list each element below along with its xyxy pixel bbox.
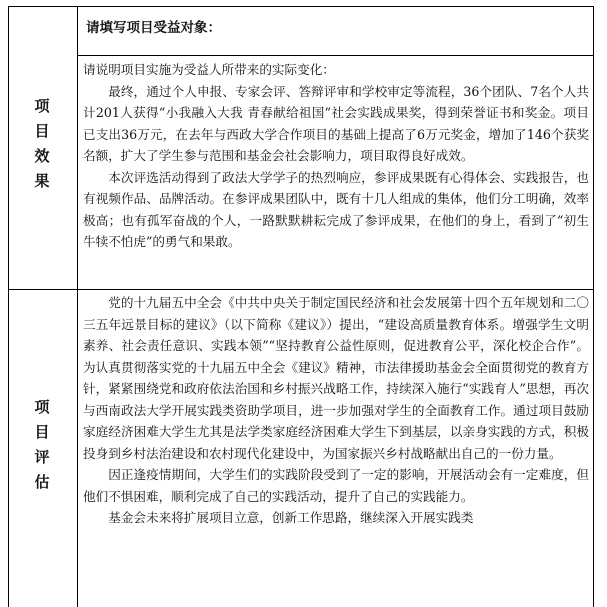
evaluation-content-cell (83, 292, 589, 529)
column-divider (77, 6, 78, 607)
effect-content-cell (83, 59, 589, 253)
evaluation-row-label (9, 290, 73, 607)
beneficiary-field-title: 请填写项目受益对象： (86, 20, 221, 36)
application-form-table (8, 6, 594, 607)
table-border-right (593, 6, 594, 607)
effect-paragraph-1: 最终，通过个人申报、专家会评、答辩评审和学校审定等流程，36个团队、7名个人共计201人获得“小我融入大我 青春献给祖国”社会实践成果奖，得到荣誉证书和奖金。项目已支出36万元，在去年与西政大学合作项目的基础上提高了6万元奖金，增加了146个获奖名额，扩大了学生参与范围和基金会社会影响力，项目取得良好成效。 (83, 83, 589, 163)
evaluation-label-text: 项目评估 (32, 398, 51, 499)
evaluation-paragraph-1: 党的十九届五中全会《中共中央关于制定国民经济和社会发展第十四个五年规划和二〇三五年远景目标的建议》（以下简称《建议》）提出，“建设高质量教育体系。增强学生文明素养、社会责任意识、实践本领”“坚持教育公益性原则，促进教育公平，深化校企合作”。为认真贯彻落实党的十九届五中全会《建议》精神，市法律援助基金会全面贯彻党的教育方针，紧紧围绕党和政府依法治国和乡村振兴战略工作，持续深入施行“实践育人”思想，再次与西南政法大学开展实践类资助学项目，进一步加强对学生的全面教育工作。通过项目鼓励家庭经济困难大学生尤其是法学类家庭经济困难大学生下到基层，以亲身实践的方式，积极投身到乡村法治建设和农村现代化建设中，为国家振兴乡村战略献出自己的一份力量。 (83, 295, 589, 461)
effect-paragraph-2: 本次评选活动得到了政法大学学子的热烈响应，参评成果既有心得体会、实践报告，也有视频作品、品牌活动。在参评成果团队中，既有十几人组成的集体，他们分工明确，效率极高；也有孤军奋战的个人，一路默默耕耘完成了参评成果，在他们的身上，看到了“初生牛犊不怕虎”的勇气和果敢。 (83, 169, 589, 249)
table-border-top (8, 6, 594, 7)
effect-row-label (9, 7, 73, 289)
effect-label-text: 项目效果 (32, 98, 51, 198)
evaluation-paragraph-2: 因正逢疫情期间，大学生们的实践阶段受到了一定的影响，开展活动会有一定难度，但他们不惧困难，顺利完成了自己的实践活动，提升了自己的实践能力。 (83, 467, 589, 504)
effect-prompt: 请说明项目实施为受益人所带来的实际变化： (83, 62, 335, 77)
subheader-divider (77, 55, 594, 56)
row-divider (8, 289, 594, 290)
evaluation-paragraph-3: 基金会未来将扩展项目立意，创新工作思路，继续深入开展实践类 (108, 510, 474, 525)
